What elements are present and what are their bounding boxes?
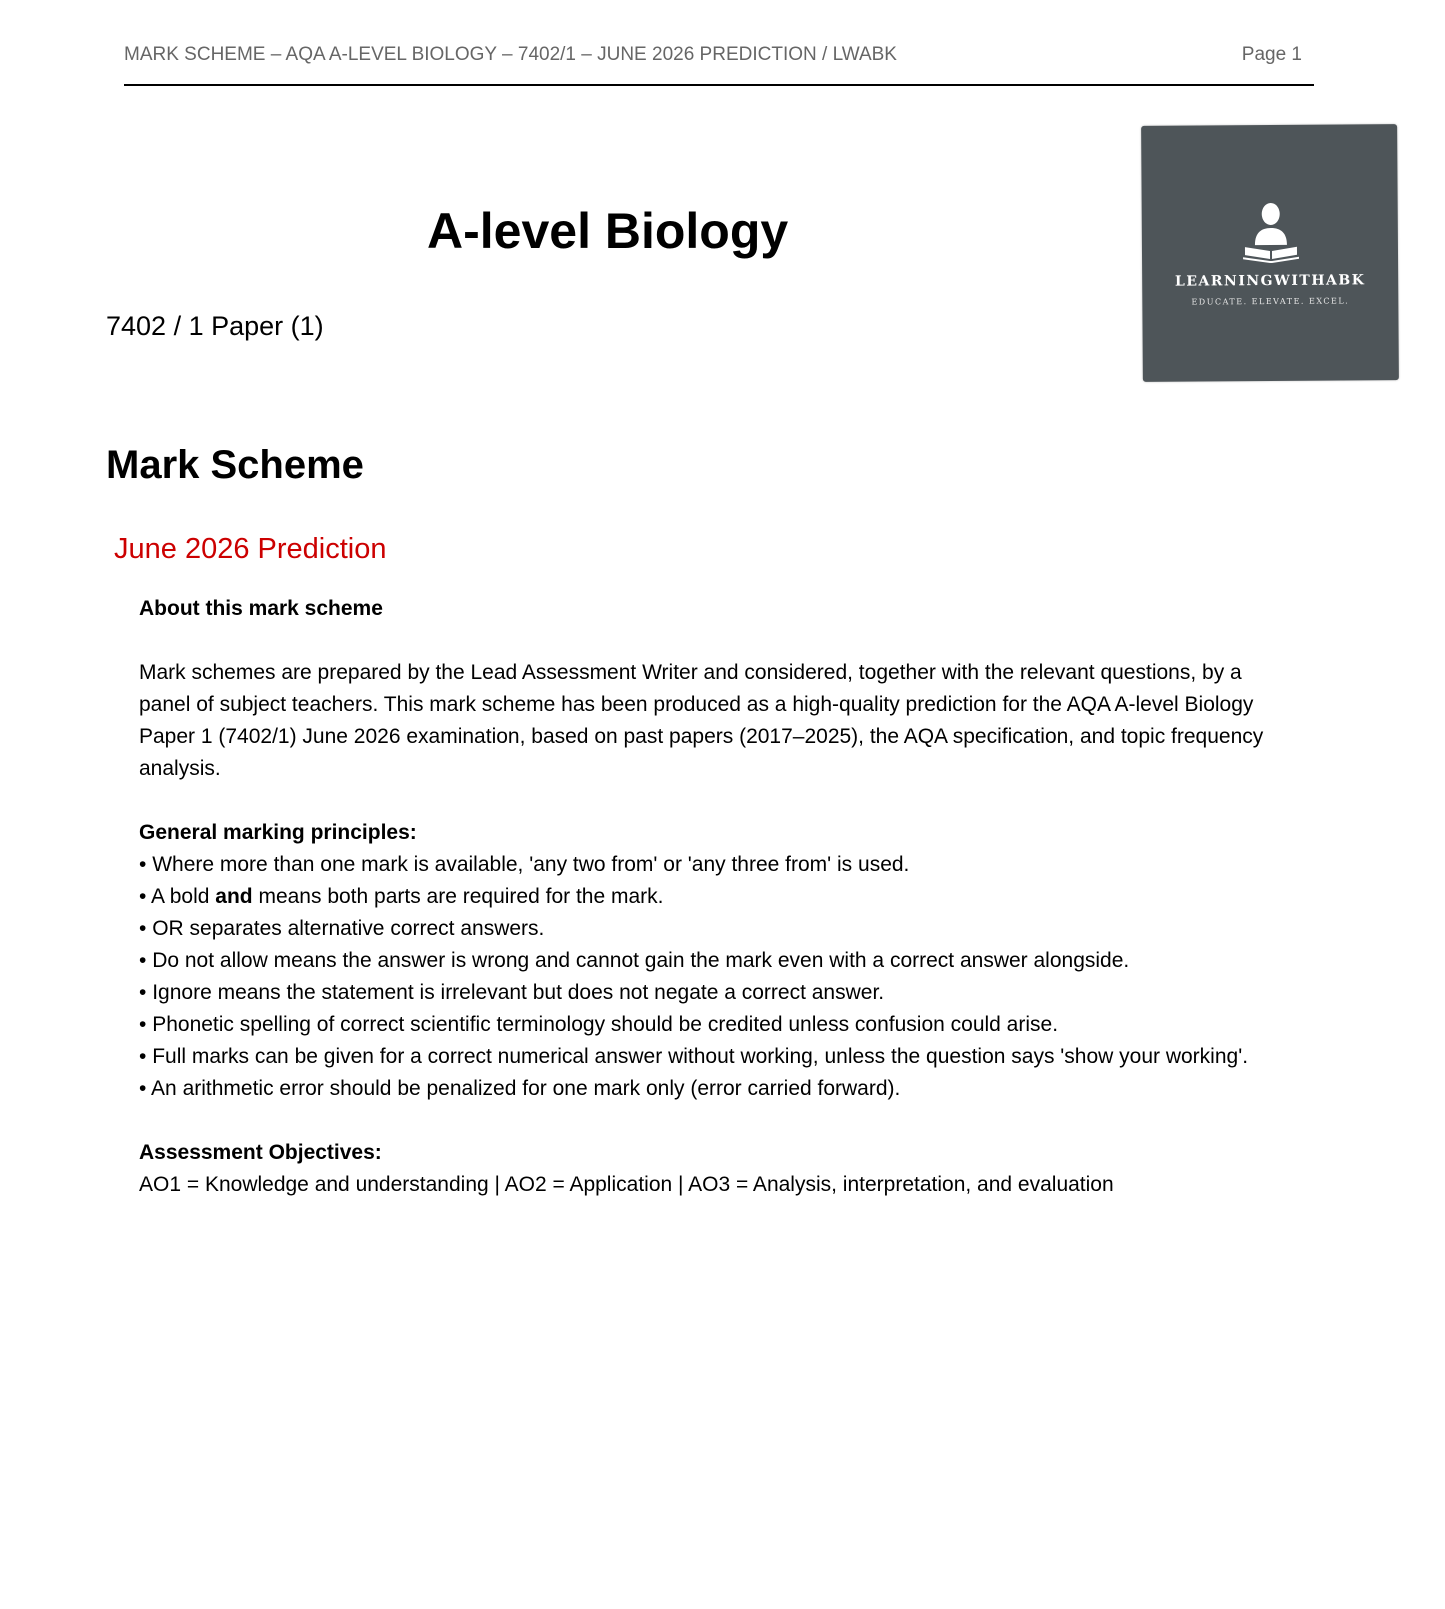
principles-list bbox=[139, 849, 1289, 1105]
logo-tagline: EDUCATE. ELEVATE. EXCEL. bbox=[1191, 296, 1350, 307]
about-body: Mark schemes are prepared by the Lead Assessment Writer and considered, together with the relevant questions, by a panel of subject teachers. This mark scheme has been produced as a high-quality prediction for the AQA A-level Biology Paper 1 (7402/1) June 2026 examination, based on past papers (2017–2025), the AQA specification, and topic frequency analysis. bbox=[139, 661, 1264, 780]
bullet: • bbox=[139, 1077, 147, 1100]
learningwithabk-logo bbox=[1141, 124, 1399, 382]
logo-brand-text: LEARNINGWITHABK bbox=[1174, 272, 1366, 290]
principle-item: • OR separates alternative correct answers. bbox=[139, 917, 545, 940]
objectives-text: AO1 = Knowledge and understanding | AO2 = Application | AO3 = Analysis, interpretation, and evaluation bbox=[139, 1173, 1114, 1196]
mark-scheme-content bbox=[139, 593, 1289, 1201]
bullet: • bbox=[139, 1045, 147, 1068]
principle-item: • Where more than one mark is available, 'any two from' or 'any three from' is used. bbox=[139, 853, 910, 876]
principle-item: • Ignore means the statement is irrelevant but does not negate a correct answer. bbox=[139, 981, 885, 1004]
page-number: Page 1 bbox=[1241, 44, 1302, 65]
prediction-label: June 2026 Prediction bbox=[114, 533, 387, 565]
principle-item: • Do not allow means the answer is wrong and cannot gain the mark even with a correct answer alongside. bbox=[139, 949, 1130, 972]
principles-heading: General marking principles: bbox=[139, 821, 417, 844]
bullet: • bbox=[139, 853, 147, 876]
about-heading: About this mark scheme bbox=[139, 597, 383, 620]
document-title: A-level Biology bbox=[427, 203, 789, 259]
spacer bbox=[139, 785, 1289, 817]
mark-scheme-heading: Mark Scheme bbox=[106, 443, 364, 487]
principle-item: • Phonetic spelling of correct scientific terminology should be credited unless confusion could arise. bbox=[139, 1013, 1059, 1036]
principle-item: • Full marks can be given for a correct numerical answer without working, unless the question says 'show your working'. bbox=[139, 1045, 1249, 1068]
bullet: • bbox=[139, 917, 147, 940]
spacer bbox=[139, 1105, 1289, 1137]
reader-with-book-icon bbox=[1243, 201, 1299, 265]
objectives-heading: Assessment Objectives: bbox=[139, 1141, 382, 1164]
bullet: • bbox=[139, 1013, 147, 1036]
bullet: • bbox=[139, 981, 147, 1004]
bold-and: and bbox=[215, 885, 253, 908]
page-header bbox=[124, 40, 1314, 86]
spacer bbox=[139, 625, 1289, 657]
running-header-title: MARK SCHEME – AQA A-LEVEL BIOLOGY – 7402/1 – JUNE 2026 PREDICTION / LWABK bbox=[124, 44, 897, 65]
principle-item: • A bold and means both parts are required for the mark. bbox=[139, 885, 664, 908]
principle-item: • An arithmetic error should be penalized for one mark only (error carried forward). bbox=[139, 1077, 901, 1100]
bullet: • bbox=[139, 885, 147, 908]
paper-code: 7402 / 1 Paper (1) bbox=[106, 311, 324, 341]
bullet: • bbox=[139, 949, 147, 972]
